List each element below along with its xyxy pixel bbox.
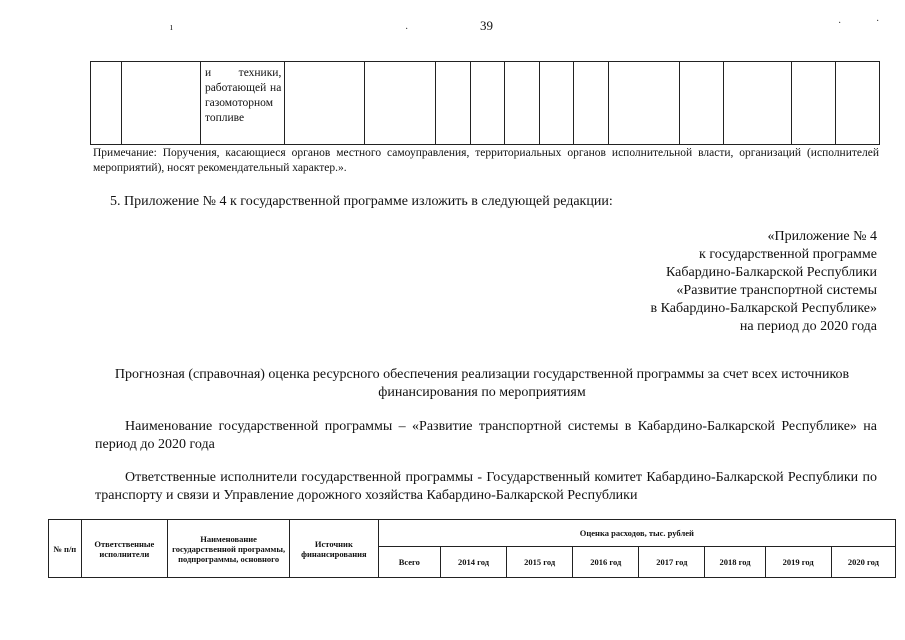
scan-speck: ı [170,22,173,33]
table-cell [836,62,880,145]
table-cell [680,62,724,145]
table-cell [608,62,680,145]
table-cell [724,62,792,145]
header-year: 2020 год [831,547,895,578]
scan-speck: · [405,24,409,35]
header-estimate: Оценка расходов, тыс. рублей [378,520,895,547]
appendix-line: к государственной программе [699,247,877,262]
table-cell [200,62,284,145]
scan-speck: · [876,16,880,27]
header-source: Источник финансирования [290,520,379,578]
program-name-paragraph: Наименование государственной программы – «Развитие транспортной системы в Кабардино-Балкарской Республике» на период до 2020 года [95,419,877,452]
appendix-line: «Приложение № 4 [767,229,877,244]
table-cell [505,62,540,145]
header-year: 2018 год [705,547,765,578]
header-year: 2019 год [765,547,831,578]
table-cell [574,62,609,145]
footnote: Примечание: Поручения, касающиеся органов местного самоуправления, территориальных органов исполнительной власти, организаций (исполнителей мероприятий), носят рекомендательный характер.». [93,147,879,174]
item-5-text: 5. Приложение № 4 к государственной программе изложить в следующей редакции: [110,194,613,209]
resource-table [48,519,896,578]
appendix-line: на период до 2020 года [739,319,877,334]
page-number: 39 [480,18,493,33]
table-cell [91,62,122,145]
measure-name-text: и техники, работающей на газомоторном топливе [204,67,282,124]
section-heading: Прогнозная (справочная) оценка ресурсного обеспечения реализации государственной программы за счет всех источников финансирования по мероприятиям [114,367,850,400]
header-year: 2014 год [440,547,506,578]
table-row [91,62,880,145]
header-year: 2015 год [507,547,573,578]
appendix-line: Кабардино-Балкарской Республики [666,265,877,280]
table-cell [285,62,364,145]
header-year: 2017 год [639,547,705,578]
appendix-line: в Кабардино-Балкарской Республике» [650,301,877,316]
table-cell [792,62,836,145]
continuation-table [90,61,880,145]
appendix-header [651,228,877,336]
table-header-row [49,520,896,547]
appendix-line: «Развитие транспортной системы [676,283,877,298]
scan-speck: · [838,18,842,29]
header-year: 2016 год [573,547,639,578]
table-cell [121,62,200,145]
executors-paragraph: Ответственные исполнители государственной программы - Государственный комитет Кабардино-Балкарской Республики по транспорту и связи и Управление дорожного хозяйства Кабардино-Балкарской Республики [95,470,877,503]
table-cell [364,62,436,145]
header-num: № п/п [49,520,82,578]
header-program-name: Наименование государственной программы, подпрограммы, основного [168,520,290,578]
header-year: Всего [378,547,440,578]
header-responsible: Ответственные исполнители [81,520,168,578]
table-cell [539,62,574,145]
table-cell [470,62,505,145]
table-cell [436,62,471,145]
